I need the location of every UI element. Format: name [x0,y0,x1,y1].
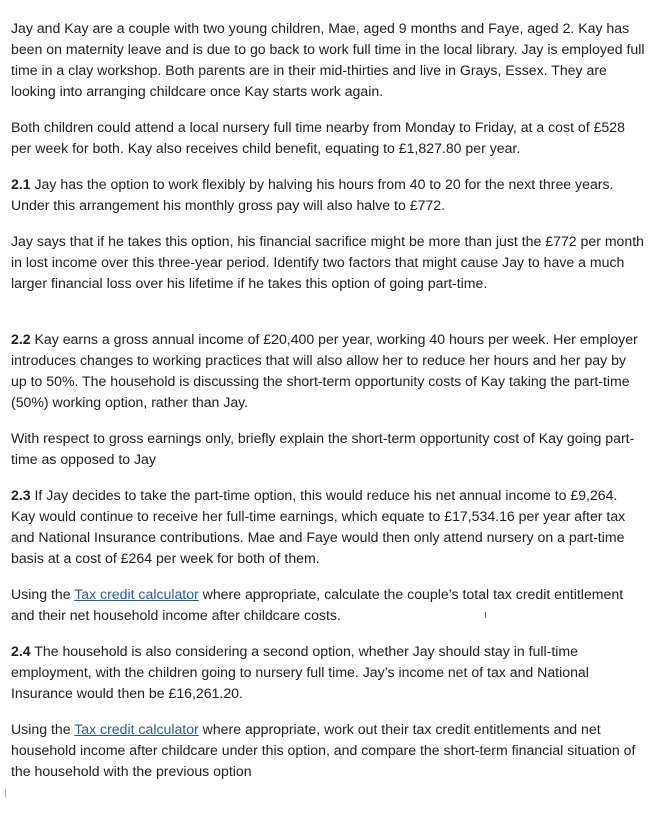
question-2-4 [11,641,645,704]
question-number: 2.4 [11,643,31,659]
followup-text-end: where appropriate, calculate the couple’s total tax credit entitlement and their net household income after childcare costs. [11,586,624,623]
tax-credit-calculator-link[interactable]: Tax credit calculator [74,721,199,737]
question-number: 2.1 [11,176,31,192]
question-2-4-followup [11,719,645,782]
tax-credit-calculator-link[interactable]: Tax credit calculator [74,586,199,602]
scan-mark [485,612,486,618]
question-number: 2.2 [11,331,31,347]
question-2-1-followup: Jay says that if he takes this option, his financial sacrifice might be more than just the £772 per month in lost income over this three-year period. Identify two factors that might cause Jay to have a much larger financial loss over his lifetime if he takes this option of going part-time. [11,233,644,291]
question-text: The household is also considering a second option, whether Jay should stay in full-time employment, with the children going to nursery full time. Jay’s income net of tax and National Insurance would then be £16,261.20. [11,643,589,701]
question-text: Kay earns a gross annual income of £20,400 per year, working 40 hours per week. Her employer introduces changes to working practices that will also allow her to reduce her hours and her pay by up to 50%. The household is discussing the short-term opportunity costs of Kay taking the part-time (50%) working option, rather than Jay. [11,331,638,410]
intro-paragraph-2: Both children could attend a local nursery full time nearby from Monday to Friday, at a cost of £528 per week for both. Kay also receives child benefit, equating to £1,827.80 per year. [11,119,625,156]
followup-text-end: where appropriate, work out their tax credit entitlements and net household income after childcare under this option, and compare the short-term financial situation of the household with the previous option [11,721,636,779]
intro-paragraph-1: Jay and Kay are a couple with two young children, Mae, aged 9 months and Faye, aged 2. Kay has been on maternity leave and is due to go back to work full time in the local library. Jay is employed full time in a clay workshop. Both parents are in their mid-thirties and live in Grays, Essex. They are looking into arranging childcare once Kay starts work again. [11,20,645,99]
question-2-2 [11,329,645,413]
question-2-1 [11,174,645,216]
scan-mark [5,789,6,797]
question-text: If Jay decides to take the part-time option, this would reduce his net annual income to £9,264. Kay would continue to receive her full-time earnings, which equate to £17,534.16 per year after tax and National Insurance contributions. Mae and Faye would then only attend nursery on a part-time basis at a cost of £264 per week for both of them. [11,487,626,566]
question-number: 2.3 [11,487,31,503]
question-2-2-followup: With respect to gross earnings only, briefly explain the short-term opportunity cost of Kay going part-time as opposed to Jay [11,430,635,467]
question-text: Jay has the option to work flexibly by halving his hours from 40 to 20 for the next three years. Under this arrangement his monthly gross pay will also halve to £772. [11,176,614,213]
followup-text-start: Using the [11,721,75,737]
followup-text-start: Using the [11,586,75,602]
question-2-3 [11,485,645,569]
question-2-3-followup [11,584,645,626]
